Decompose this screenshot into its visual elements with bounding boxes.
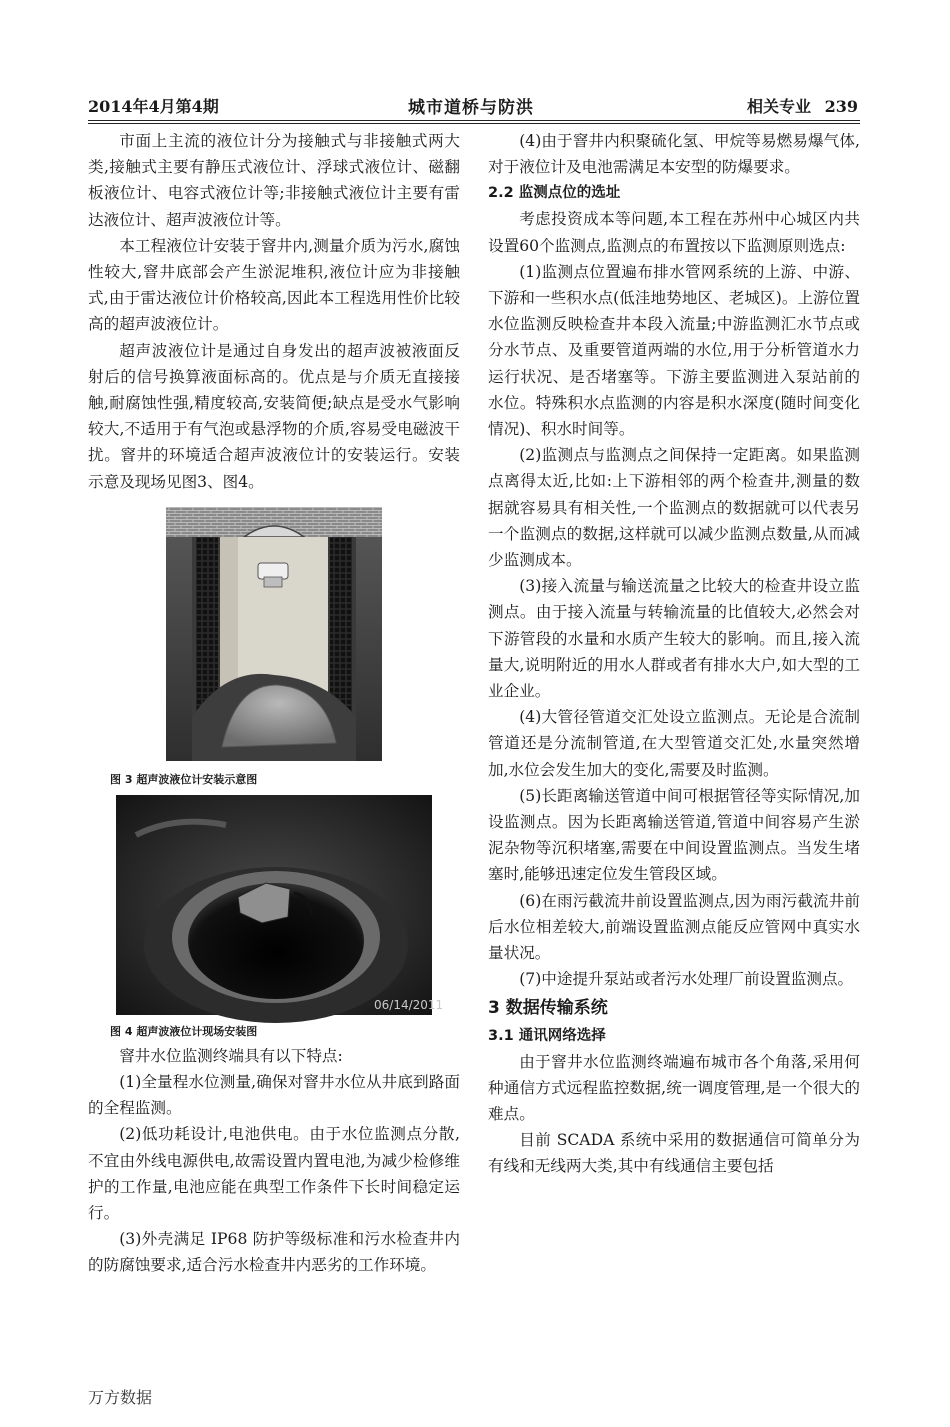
right-column [488,128,860,1180]
paragraph: (4)大管径管道交汇处设立监测点。无论是合流制管道还是分流制管道,在大型管道交汇处,水量突然增加,水位会发生加大的变化,需要及时监测。 [488,708,860,779]
footer-watermark: 万方数据 [88,1388,153,1407]
paragraph: 考虑投资成本等问题,本工程在苏州中心城区内共设置60个监测点,监测点的布置按以下监测原则选点: [488,210,860,255]
figure-4-photo [116,795,444,1015]
paragraph: (5)长距离输送管道中间可根据管径等实际情况,加设监测点。因为长距离输送管道,管道中间容易产生淤泥杂物等沉积堵塞,需要在中间设置监测点。当发生堵塞时,能够迅速定位发生管段区域。 [488,786,860,884]
left-column [88,128,460,1279]
section-label: 相关专业 [747,97,812,116]
header-rule [88,120,860,121]
paragraph: (4)由于窨井内积聚硫化氢、甲烷等易燃易爆气体,对于液位计及电池需满足本安型的防爆要求。 [488,132,860,177]
header-rule-thin [88,123,860,124]
paragraph: 目前 SCADA 系统中采用的数据通信可简单分为有线和无线两大类,其中有线通信主要包括 [488,1131,860,1176]
paragraph: (1)全量程水位测量,确保对窨井水位从井底到路面的全程监测。 [88,1073,460,1118]
paragraph: 窨井水位监测终端具有以下特点: [119,1046,343,1065]
section-heading-2-2: 2.2 监测点位的选址 [488,185,621,202]
paragraph: 市面上主流的液位计分为接触式与非接触式两大类,接触式主要有静压式液位计、浮球式液位计、磁翻板液位计、电容式液位计等;非接触式液位计主要有雷达液位计、超声波液位计等。 [88,132,460,229]
paragraph: (2)监测点与监测点之间保持一定距离。如果监测点离得太近,比如:上下游相邻的两个检查井,测量的数据就容易具有相关性,一个监测点的数据就可以代表另一个监测点的数据,这样就可以减少监测点数量,从而减少监测成本。 [488,446,860,570]
figure-4-caption: 图 4 超声波液位计现场安装图 [110,1024,258,1038]
paragraph: (7)中途提升泵站或者污水处理厂前设置监测点。 [519,970,854,989]
figure-3-caption: 图 3 超声波液位计安装示意图 [110,772,258,786]
figure-3-illustration [166,507,382,761]
paragraph: (6)在雨污截流井前设置监测点,因为雨污截流井前后水位相差较大,前端设置监测点能反应管网中真实水量状况。 [488,891,860,963]
paragraph: 由于窨井水位监测终端遍布城市各个角落,采用何种通信方式远程监控数据,统一调度管理,是一个很大的难点。 [488,1052,860,1123]
page-number: 239 [824,97,858,116]
journal-title: 城市道桥与防洪 [408,98,534,118]
section-heading-3: 3 数据传输系统 [488,997,608,1018]
issue-label: 2014年4月第4期 [88,97,219,116]
photo-timestamp: 06/14/2011 [374,997,444,1012]
section-page [747,94,858,117]
paragraph: (1)监测点位置遍布排水管网系统的上游、中游、下游和一些积水点(低洼地势地区、老城区)。上游位置水位监测反映检查井本段入流量;中游监测汇水节点或分水节点、及重要管道两端的水位,用于分析管道水力运行状况、是否堵塞等。下游主要监测进入泵站前的水位。特殊积水点监测的内容是积水深度(随时间变化情况)、积水时间等。 [488,262,860,439]
paragraph: (3)外壳满足 IP68 防护等级标准和污水检查井内的防腐蚀要求,适合污水检查井内恶劣的工作环境。 [88,1230,460,1275]
paragraph: (3)接入流量与输送流量之比较大的检查井设立监测点。由于接入流量与转输流量的比值较大,必然会对下游管段的水量和水质产生较大的影响。而且,接入流量大,说明附近的用水人群或者有排水大户,如大型的工业企业。 [488,577,860,701]
paragraph: (2)低功耗设计,电池供电。由于水位监测点分散,不宜由外线电源供电,故需设置内置电池,为减少检修维护的工作量,电池应能在典型工作条件下长时间稳定运行。 [88,1125,460,1223]
paragraph: 本工程液位计安装于窨井内,测量介质为污水,腐蚀性较大,窨井底部会产生淤泥堆积,液位计应为非接触式,由于雷达液位计价格较高,因此本工程选用性价比较高的超声波液位计。 [88,236,460,334]
section-heading-3-1: 3.1 通讯网络选择 [488,1027,606,1044]
paragraph: 超声波液位计是通过自身发出的超声波被液面反射后的信号换算液面标高的。优点是与介质无直接接触,耐腐蚀性强,精度较高,安装简便;缺点是受水气影响较大,不适用于有气泡或悬浮物的介质,容易受电磁波干扰。窨井的环境适合超声波液位计的安装运行。安装示意及现场见图3、图4。 [88,341,460,491]
running-header [88,90,858,120]
